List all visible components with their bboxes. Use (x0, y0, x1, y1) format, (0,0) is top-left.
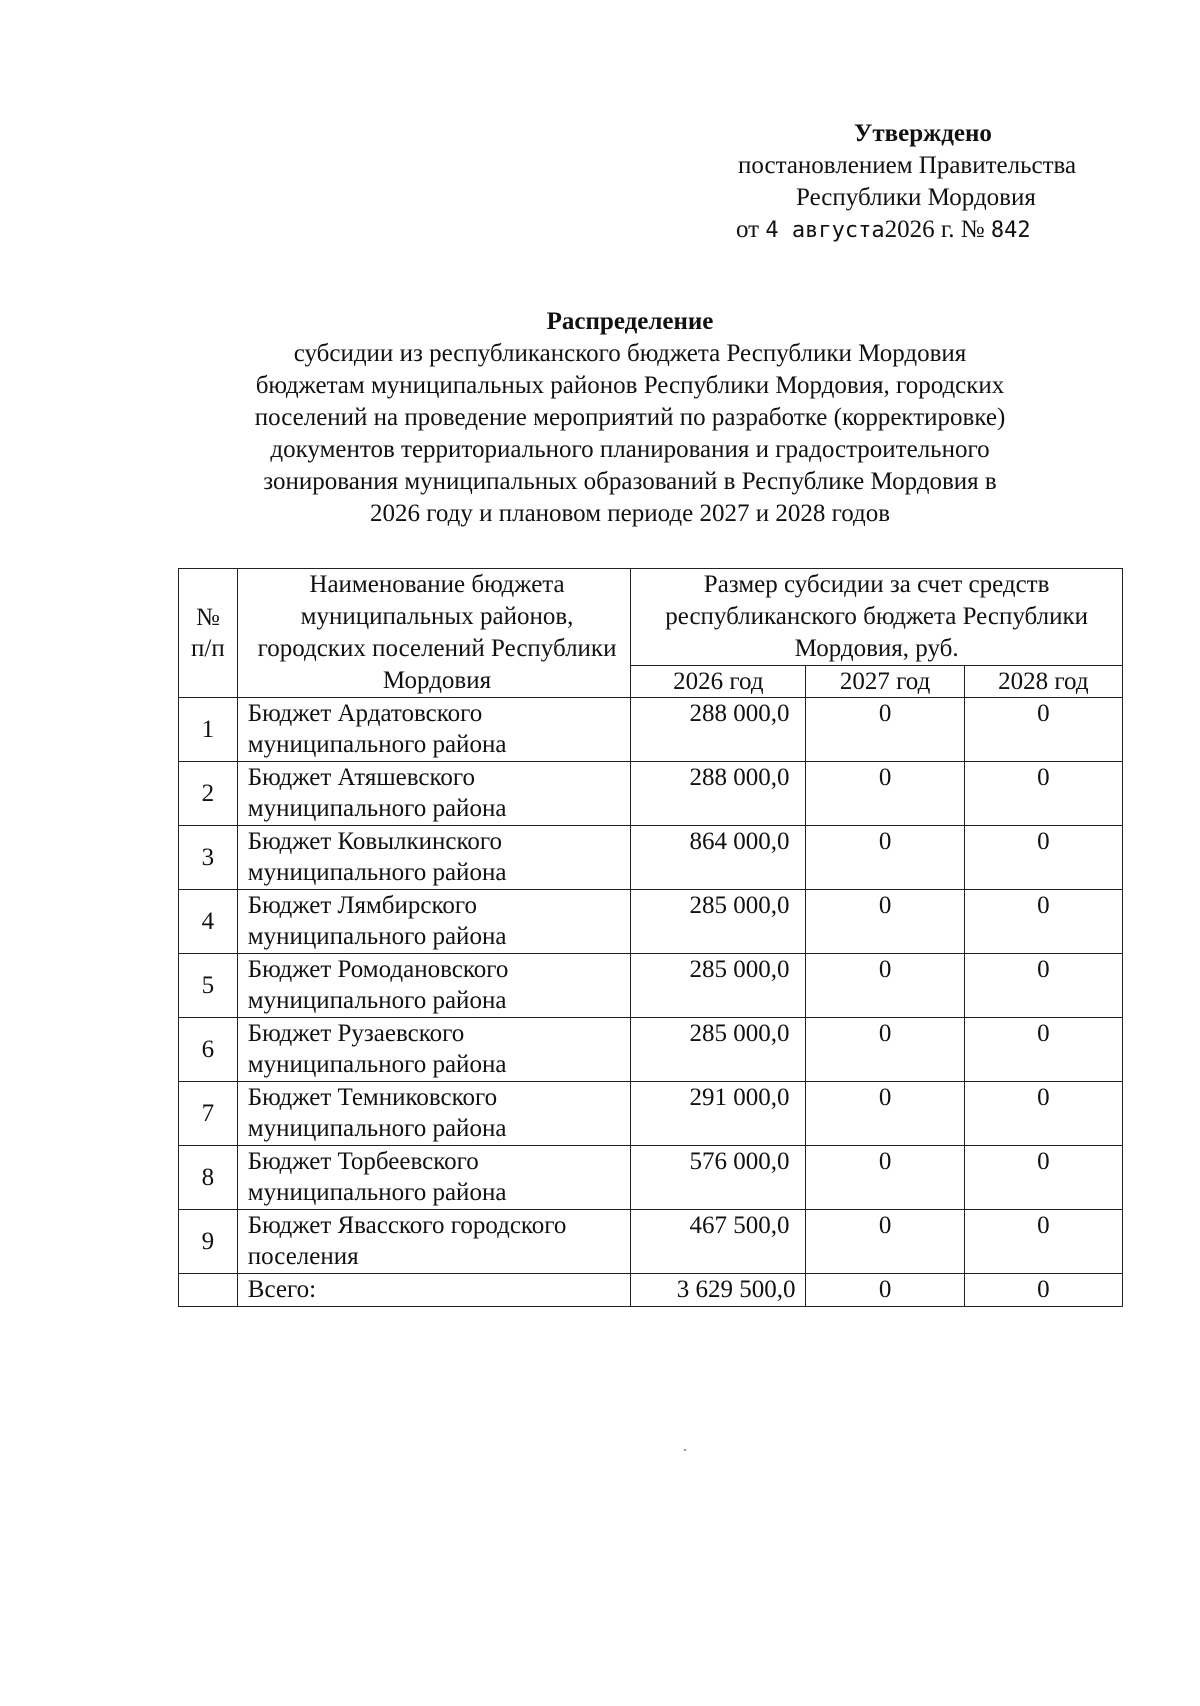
total-row (179, 1274, 1123, 1307)
row-num: 2 (179, 762, 238, 826)
row-value-2027: 0 (806, 698, 964, 762)
row-value-2026: 291 000,0 (631, 1082, 806, 1146)
row-name: Бюджет Ковылкинского муниципального района (237, 826, 630, 890)
row-name: Бюджет Ромодановского муниципального района (237, 954, 630, 1018)
row-value-2027: 0 (806, 1146, 964, 1210)
row-value-2027: 0 (806, 890, 964, 954)
document-title: Распределение (546, 308, 714, 335)
row-name: Бюджет Лямбирского муниципального района (237, 890, 630, 954)
row-name: Бюджет Ардатовского муниципального района (237, 698, 630, 762)
row-value-2026: 576 000,0 (631, 1146, 806, 1210)
row-value-2027: 0 (806, 826, 964, 890)
approval-line-republic: Республики Мордовия (796, 184, 1036, 211)
row-value-2027: 0 (806, 1082, 964, 1146)
row-value-2028: 0 (964, 954, 1122, 1018)
row-name: Бюджет Явасского городского поселения (237, 1210, 630, 1274)
document-heading (180, 306, 1080, 530)
row-value-2028: 0 (964, 698, 1122, 762)
row-value-2027: 0 (806, 1018, 964, 1082)
table-row (179, 1018, 1123, 1082)
row-value-2028: 0 (964, 826, 1122, 890)
heading-line: зонирования муниципальных образований в Республике Мордовия в (263, 468, 997, 495)
total-value-2026: 3 629 500,0 (631, 1274, 806, 1307)
row-name: Бюджет Рузаевского муниципального района (237, 1018, 630, 1082)
approval-title: Утверждено (854, 120, 992, 147)
row-value-2028: 0 (964, 762, 1122, 826)
row-num: 5 (179, 954, 238, 1018)
header-subsidy-size: Размер субсидии за счет средств республиканского бюджета Республики Мордовия, руб. (631, 569, 1123, 666)
heading-line: документов территориального планирования и градостроительного (270, 436, 990, 463)
row-num: 3 (179, 826, 238, 890)
row-num: 4 (179, 890, 238, 954)
total-value-2028: 0 (964, 1274, 1122, 1307)
approval-number: 842 (990, 218, 1031, 243)
table-row (179, 826, 1123, 890)
table-row (179, 954, 1123, 1018)
row-value-2026: 467 500,0 (631, 1210, 806, 1274)
row-value-2028: 0 (964, 1018, 1122, 1082)
table-row (179, 762, 1123, 826)
table-row (179, 1082, 1123, 1146)
approval-line-date (720, 214, 1140, 247)
row-value-2026: 285 000,0 (631, 890, 806, 954)
heading-line: поселений на проведение мероприятий по разработке (корректировке) (254, 404, 1006, 431)
approval-date: 4 августа (765, 218, 885, 243)
row-num: 9 (179, 1210, 238, 1274)
total-label: Всего: (237, 1274, 630, 1307)
row-num: 6 (179, 1018, 238, 1082)
header-year-2026: 2026 год (631, 666, 806, 698)
row-value-2028: 0 (964, 1210, 1122, 1274)
row-value-2028: 0 (964, 1082, 1122, 1146)
approval-date-prefix: от (736, 216, 760, 243)
heading-line: бюджетам муниципальных районов Республики Мордовия, городских (255, 372, 1005, 399)
scan-speck (684, 1449, 686, 1451)
row-value-2026: 288 000,0 (631, 762, 806, 826)
row-value-2028: 0 (964, 890, 1122, 954)
heading-line: 2026 году и плановом периоде 2027 и 2028 годов (369, 500, 891, 527)
header-year-2027: 2027 год (806, 666, 964, 698)
header-name: Наименование бюджета муниципальных районов, городских поселений Республики Мордовия (237, 569, 630, 698)
heading-line: субсидии из республиканского бюджета Республики Мордовия (293, 340, 967, 367)
row-name: Бюджет Темниковского муниципального района (237, 1082, 630, 1146)
row-num: 7 (179, 1082, 238, 1146)
row-value-2027: 0 (806, 1210, 964, 1274)
approval-block (720, 118, 1140, 247)
row-value-2026: 285 000,0 (631, 1018, 806, 1082)
header-year-2028: 2028 год (964, 666, 1122, 698)
total-value-2027: 0 (806, 1274, 964, 1307)
table-row (179, 698, 1123, 762)
subsidy-table (178, 568, 1123, 1307)
total-num-cell (179, 1274, 238, 1307)
row-name: Бюджет Атяшевского муниципального района (237, 762, 630, 826)
row-num: 1 (179, 698, 238, 762)
header-num: № п/п (179, 569, 238, 698)
row-value-2027: 0 (806, 762, 964, 826)
approval-year: 2026 г. № (884, 216, 985, 243)
row-value-2026: 864 000,0 (631, 826, 806, 890)
row-value-2026: 288 000,0 (631, 698, 806, 762)
table-row (179, 1146, 1123, 1210)
row-value-2027: 0 (806, 954, 964, 1018)
table-row (179, 890, 1123, 954)
row-name: Бюджет Торбеевского муниципального района (237, 1146, 630, 1210)
approval-line-resolution: постановлением Правительства (738, 152, 1077, 179)
row-num: 8 (179, 1146, 238, 1210)
row-value-2026: 285 000,0 (631, 954, 806, 1018)
table-row (179, 1210, 1123, 1274)
row-value-2028: 0 (964, 1146, 1122, 1210)
